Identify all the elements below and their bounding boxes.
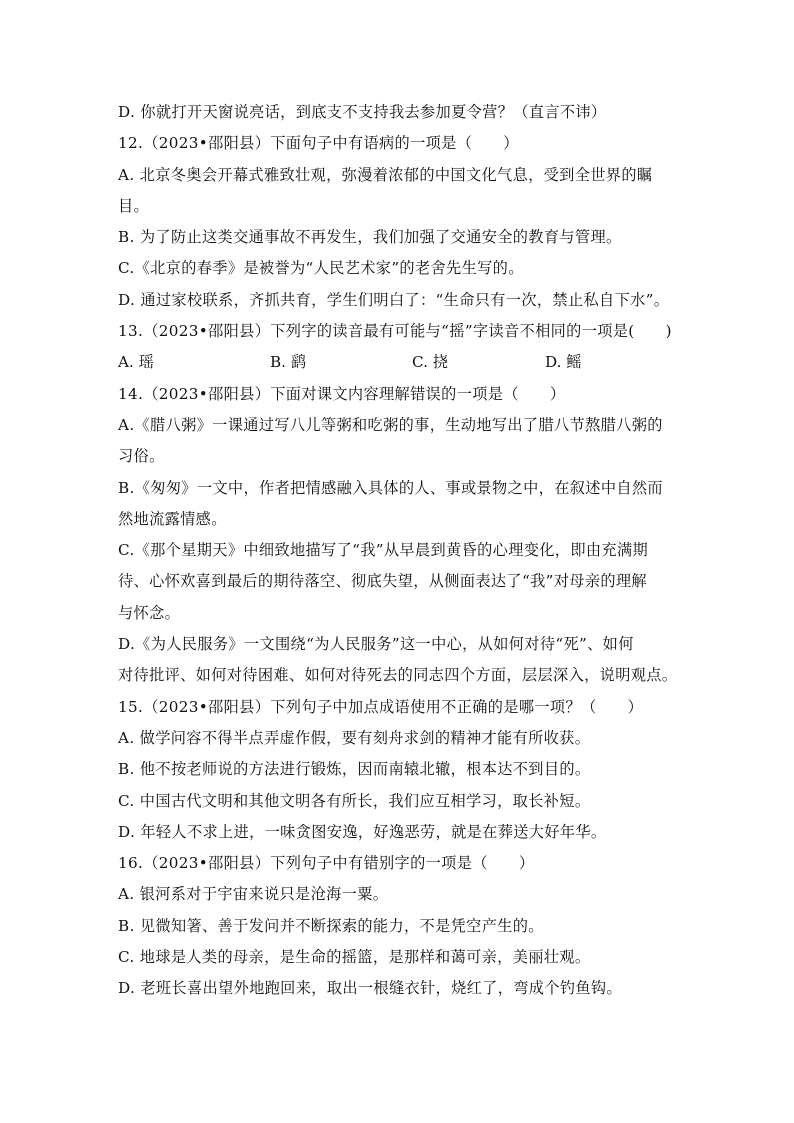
q12-option-b: B. 为了防止这类交通事故不再发生，我们加强了交通安全的教育与管理。 [118, 228, 622, 247]
q15-option-b: B. 他不按老师说的方法进行锻炼，因而南辕北辙，根本达不到目的。 [118, 760, 591, 779]
q12-option-a-line2: 目。 [118, 196, 150, 215]
q12-option-c: C.《北京的春季》是被誉为“人民艺术家”的老舍先生写的。 [118, 259, 524, 278]
q16-option-a: A. 银河系对于宇宙来说只是沧海一粟。 [118, 885, 389, 904]
q13-option-b: B. 鹞 [270, 353, 307, 372]
q16-option-b: B. 见微知箸、善于发问并不断探索的能力，不是凭空产生的。 [118, 916, 544, 935]
q16-option-d: D. 老班长喜出望外地跑回来，取出一根缝衣针，烧红了，弯成个钓鱼钩。 [118, 979, 623, 998]
q14-option-d-line2: 对待批评、如何对待困难、如何对待死去的同志四个方面，层层深入，说明观点。 [118, 666, 678, 685]
q11-option-d: D. 你就打开天窗说亮话，到底支不支持我去参加夏令营？（直言不讳） [118, 103, 607, 121]
q13-options [118, 347, 698, 378]
q14-option-b-line2: 然地流露情感。 [118, 509, 227, 528]
q16-stem: 16.（2023•邵阳县）下列句子中有错别字的一项是（ ） [118, 854, 535, 873]
q12-option-d: D. 通过家校联系，齐抓共育，学生们明白了：“生命只有一次，禁止私自下水”。 [118, 290, 670, 309]
q12-stem: 12.（2023•邵阳县）下面句子中有语病的一项是（ ） [118, 134, 519, 153]
q15-option-d: D. 年轻人不求上进，一味贪图安逸，好逸恶劳，就是在葬送大好年华。 [118, 822, 607, 841]
q15-option-a: A. 做学问容不得半点弄虚作假，要有刻舟求剑的精神才能有所收获。 [118, 728, 591, 747]
q13-stem: 13.（2023•邵阳县）下列字的读音最有可能与“摇”字读音不相同的一项是( ) [118, 322, 672, 341]
q14-option-c-line3: 与怀念。 [118, 603, 181, 622]
q16-option-c: C. 地球是人类的母亲，是生命的摇篮，是那样和蔼可亲，美丽壮观。 [118, 948, 591, 967]
q14-option-a-line1: A.《腊八粥》一课通过写八儿等粥和吃粥的事，生动地写出了腊八节熬腊八粥的 [118, 415, 663, 434]
q13-option-c: C. 挠 [412, 353, 448, 372]
q14-stem: 14.（2023•邵阳县）下面对课文内容理解错误的一项是（ ） [118, 384, 566, 403]
q13-option-a: A. 瑶 [118, 353, 154, 372]
q15-stem: 15.（2023•邵阳县）下列句子中加点成语使用不正确的是哪一项？（ ） [118, 697, 644, 716]
q15-option-c: C. 中国古代文明和其他文明各有所长，我们应互相学习，取长补短。 [118, 791, 591, 810]
q12-option-a-line1: A. 北京冬奥会开幕式雅致壮观，弥漫着浓郁的中国文化气息，受到全世界的瞩 [118, 165, 653, 184]
q14-option-a-line2: 习俗。 [118, 447, 165, 466]
exam-content [118, 97, 698, 1005]
q14-option-d-line1: D.《为人民服务》一文围绕“为人民服务”这一中心，从如何对待“死”、如何 [118, 635, 634, 654]
q13-option-d: D. 鳐 [545, 353, 582, 372]
q14-option-c-line2: 待、心怀欢喜到最后的期待落空、彻底失望，从侧面表达了“我”对母亲的理解 [118, 572, 647, 591]
q14-option-b-line1: B.《匆匆》一文中，作者把情感融入具体的人、事或景物之中，在叙述中自然而 [118, 478, 663, 497]
q14-option-c-line1: C.《那个星期天》中细致地描写了“我”从早晨到黄昏的心理变化，即由充满期 [118, 541, 649, 560]
